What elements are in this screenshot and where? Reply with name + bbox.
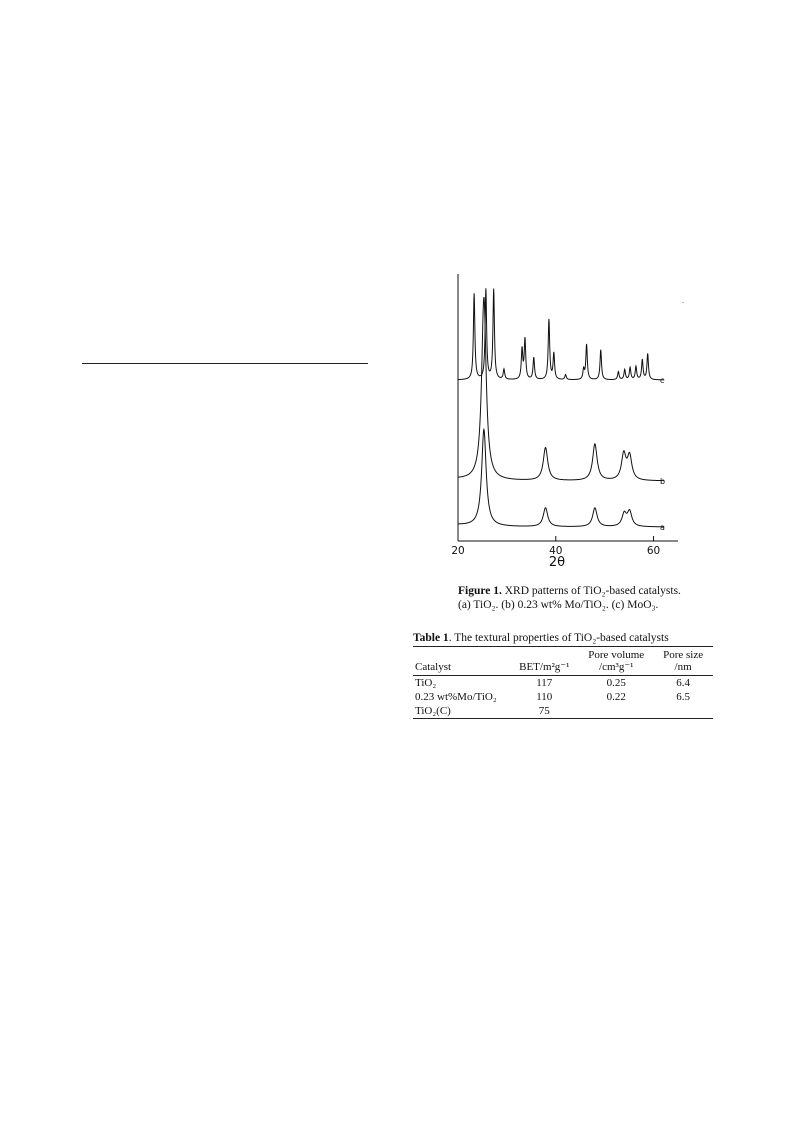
table-cell: [579, 704, 653, 719]
x-tick-label: 20: [451, 545, 465, 557]
trace-label-a: a: [660, 523, 665, 532]
table-cell: 0.22: [606, 691, 626, 703]
table-cell: 75: [538, 705, 550, 717]
table-header-cell: Pore volume /cm³g⁻¹: [588, 649, 645, 673]
trace-label-c: c: [660, 376, 665, 385]
x-tick-label: 60: [646, 545, 661, 557]
table-cell: 0.25: [606, 677, 626, 689]
table-header-cell: Pore size /nm: [663, 649, 704, 673]
xrd-chart: [440, 268, 690, 573]
table-title-text: . The textural properties of TiO₂-based catalysts: [448, 632, 669, 644]
figure-caption: [458, 584, 778, 612]
table-cell: TiO₂(C): [415, 705, 451, 717]
table-cell: TiO₂: [415, 677, 437, 689]
figure-caption-legend: (a) TiO₂. (b) 0.23 wt% Mo/TiO₂. (c) MoO₃.: [458, 599, 659, 611]
x-axis-label: 2θ: [548, 555, 566, 570]
x-tick-label: 40: [549, 545, 563, 557]
figure-caption-text: XRD patterns of TiO₂-based catalysts.: [501, 585, 681, 597]
xrd-trace-b: [458, 297, 664, 480]
section-rule: [82, 363, 368, 364]
table-header-cell: BET/m²g⁻¹: [519, 661, 570, 673]
trace-label-b: b: [660, 477, 666, 486]
table-title: [413, 631, 713, 645]
table-cell: [653, 704, 713, 719]
table-cell: 0.23 wt%Mo/TiO₂: [415, 691, 497, 703]
chart-ticks: [451, 536, 660, 557]
figure-label: Figure 1.: [458, 585, 502, 597]
table-label: Table 1: [413, 632, 449, 644]
chart-axes: [458, 274, 678, 541]
table-row: [413, 676, 713, 691]
table-cell: 6.4: [676, 677, 690, 689]
chart-traces: [458, 288, 665, 532]
table-header-cell: Catalyst: [415, 661, 452, 673]
table-cell: 6.5: [676, 691, 690, 703]
table-cell: 110: [536, 691, 553, 703]
table-header-row: [413, 647, 713, 676]
table-row: [413, 704, 713, 719]
table-row: [413, 690, 713, 704]
table-cell: 117: [536, 677, 553, 689]
xrd-trace-c: [458, 288, 664, 380]
textural-properties-table: [413, 646, 713, 719]
